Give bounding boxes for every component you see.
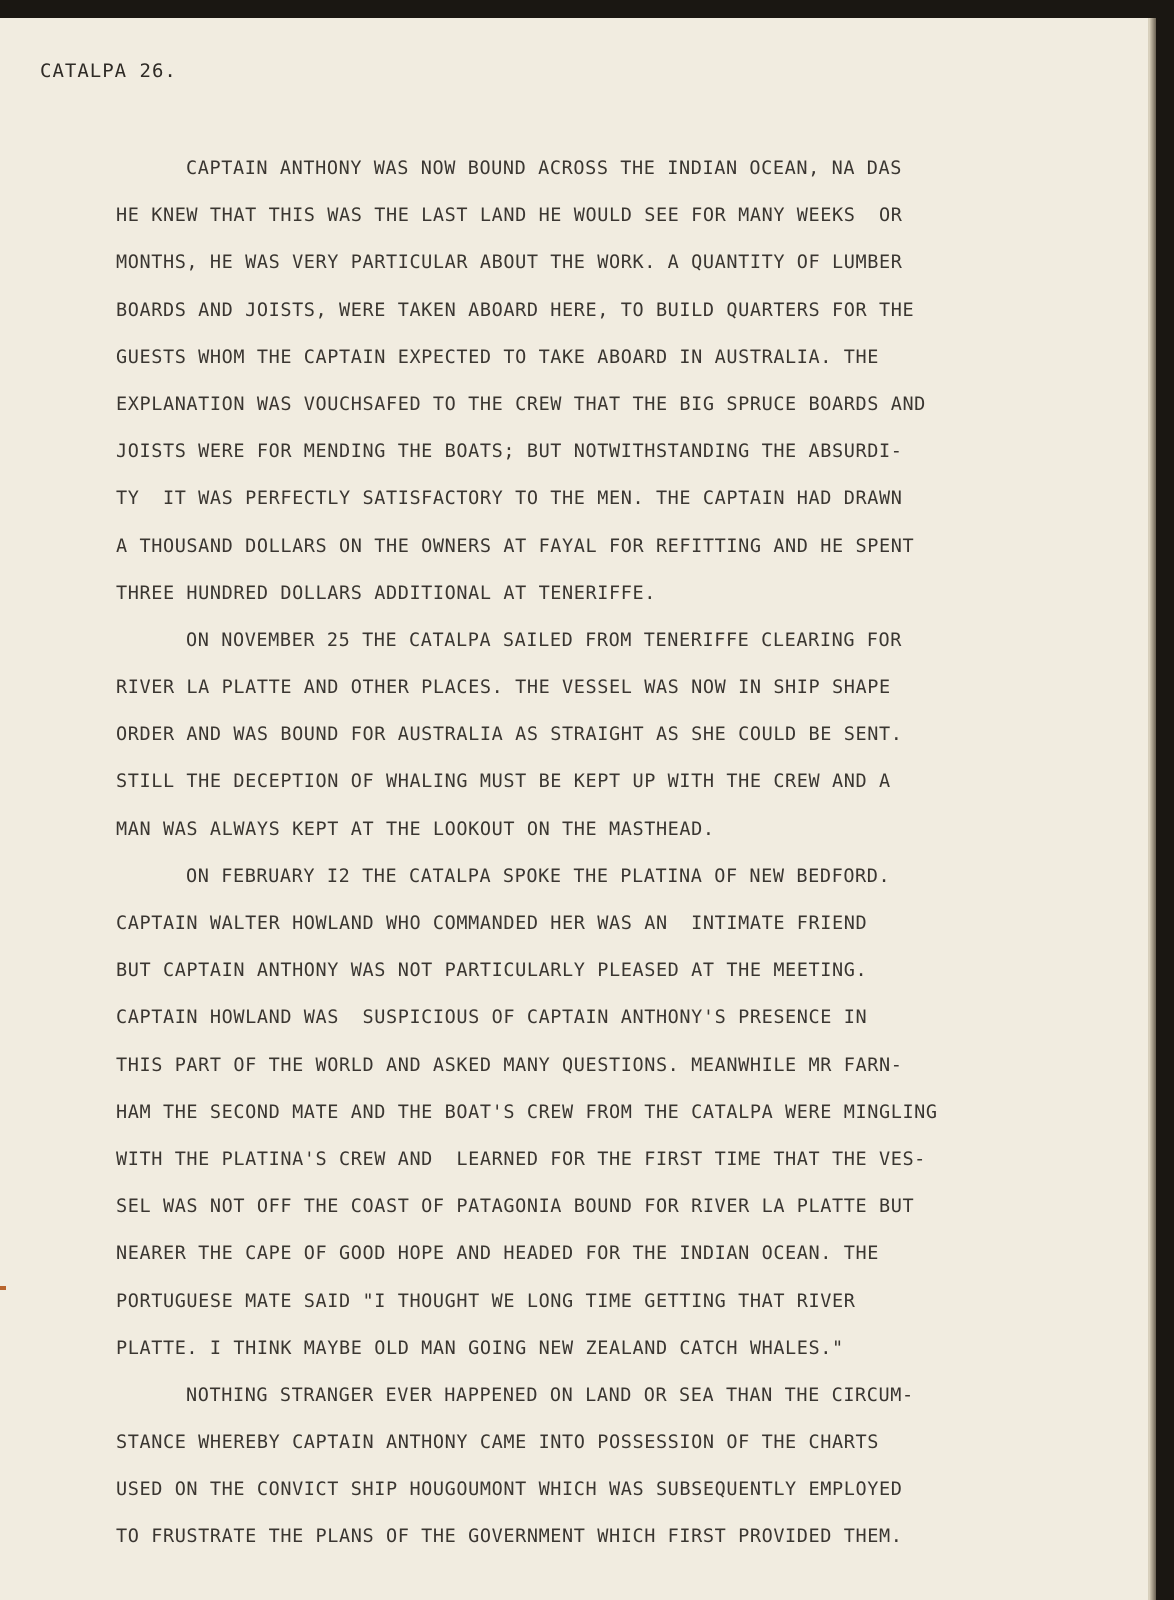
text-line: EXPLANATION WAS VOUCHSAFED TO THE CREW THAT THE BIG SPRUCE BOARDS AND <box>116 393 926 415</box>
text-line: THIS PART OF THE WORLD AND ASKED MANY QUESTIONS. MEANWHILE MR FARN- <box>116 1054 903 1076</box>
text-line: HE KNEW THAT THIS WAS THE LAST LAND HE WOULD SEE FOR MANY WEEKS OR <box>116 205 903 227</box>
text-line: NEARER THE CAPE OF GOOD HOPE AND HEADED FOR THE INDIAN OCEAN. THE <box>116 1243 879 1265</box>
text-line: WITH THE PLATINA'S CREW AND LEARNED FOR THE FIRST TIME THAT THE VES- <box>116 1148 926 1170</box>
text-line: ON FEBRUARY I2 THE CATALPA SPOKE THE PLATINA OF NEW BEDFORD. <box>186 865 891 887</box>
text-line: BOARDS AND JOISTS, WERE TAKEN ABOARD HERE, TO BUILD QUARTERS FOR THE <box>116 299 915 321</box>
text-line: CAPTAIN WALTER HOWLAND WHO COMMANDED HER WAS AN INTIMATE FRIEND <box>116 913 868 934</box>
text-line: HAM THE SECOND MATE AND THE BOAT'S CREW FROM THE CATALPA WERE MINGLING <box>116 1101 938 1123</box>
text-line: PLATTE. I THINK MAYBE OLD MAN GOING NEW ZEALAND CATCH WHALES." <box>116 1337 844 1359</box>
page-header: CATALPA 26. <box>40 60 177 82</box>
text-line: TO FRUSTRATE THE PLANS OF THE GOVERNMENT WHICH FIRST PROVIDED THEM. <box>116 1526 903 1548</box>
text-line: NOTHING STRANGER EVER HAPPENED ON LAND OR SEA THAN THE CIRCUM- <box>186 1384 914 1406</box>
text-line: STANCE WHEREBY CAPTAIN ANTHONY CAME INTO POSSESSION OF THE CHARTS <box>116 1432 879 1454</box>
text-line: CAPTAIN HOWLAND WAS SUSPICIOUS OF CAPTAIN ANTHONY'S PRESENCE IN <box>116 1007 868 1029</box>
margin-mark <box>0 1286 6 1290</box>
text-line: THREE HUNDRED DOLLARS ADDITIONAL AT TENERIFFE. <box>116 582 656 604</box>
text-line: MAN WAS ALWAYS KEPT AT THE LOOKOUT ON THE MASTHEAD. <box>116 818 715 840</box>
text-line: USED ON THE CONVICT SHIP HOUGOUMONT WHICH WAS SUBSEQUENTLY EMPLOYED <box>116 1479 903 1501</box>
text-line: MONTHS, HE WAS VERY PARTICULAR ABOUT THE WORK. A QUANTITY OF LUMBER <box>116 252 903 274</box>
text-line: A THOUSAND DOLLARS ON THE OWNERS AT FAYAL FOR REFITTING AND HE SPENT <box>116 535 915 557</box>
text-line: ORDER AND WAS BOUND FOR AUSTRALIA AS STRAIGHT AS SHE COULD BE SENT. <box>116 724 903 746</box>
text-line: SEL WAS NOT OFF THE COAST OF PATAGONIA BOUND FOR RIVER LA PLATTE BUT <box>116 1196 915 1218</box>
text-line: JOISTS WERE FOR MENDING THE BOATS; BUT NOTWITHSTANDING THE ABSURDI- <box>116 441 903 463</box>
text-line: GUESTS WHOM THE CAPTAIN EXPECTED TO TAKE ABOARD IN AUSTRALIA. THE <box>116 346 879 368</box>
page-edge <box>1150 18 1156 1600</box>
text-line: CAPTAIN ANTHONY WAS NOW BOUND ACROSS THE INDIAN OCEAN, NA DAS <box>186 158 903 179</box>
body-text <box>116 145 1101 1561</box>
text-line: STILL THE DECEPTION OF WHALING MUST BE KEPT UP WITH THE CREW AND A <box>116 771 891 793</box>
text-line: BUT CAPTAIN ANTHONY WAS NOT PARTICULARLY PLEASED AT THE MEETING. <box>116 960 868 982</box>
text-line: RIVER LA PLATTE AND OTHER PLACES. THE VESSEL WAS NOW IN SHIP SHAPE <box>116 677 891 699</box>
text-line: TY IT WAS PERFECTLY SATISFACTORY TO THE MEN. THE CAPTAIN HAD DRAWN <box>116 488 903 510</box>
text-line: PORTUGUESE MATE SAID "I THOUGHT WE LONG TIME GETTING THAT RIVER <box>116 1290 856 1312</box>
text-line: ON NOVEMBER 25 THE CATALPA SAILED FROM TENERIFFE CLEARING FOR <box>186 629 903 651</box>
